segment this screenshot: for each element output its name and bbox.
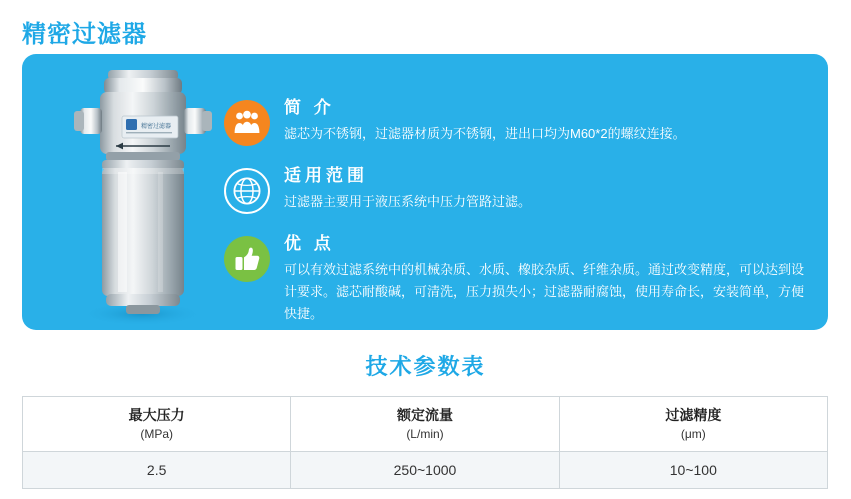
spec-table xyxy=(22,396,828,489)
column-unit: (L/min) xyxy=(406,427,444,441)
feature-list xyxy=(218,98,814,337)
feature-item-intro xyxy=(218,98,814,154)
feature-heading: 适用范围 xyxy=(284,166,368,185)
column-name: 额定流量 xyxy=(396,407,453,423)
column-unit: (μm) xyxy=(680,427,706,441)
feature-heading: 简 介 xyxy=(284,98,335,117)
table-row xyxy=(23,452,828,489)
column-name: 过滤精度 xyxy=(665,407,722,423)
feature-heading: 优 点 xyxy=(284,234,335,253)
feature-text: 过滤器主要用于液压系统中压力管路过滤。 xyxy=(284,194,532,209)
feature-panel xyxy=(22,54,828,330)
table-cell-rated-flow: 250~1000 xyxy=(291,452,559,489)
table-header-cell xyxy=(559,397,827,452)
people-group-icon xyxy=(224,100,270,146)
feature-item-merits xyxy=(218,234,814,325)
table-cell-filtration-accuracy: 10~100 xyxy=(559,452,827,489)
thumbs-up-icon xyxy=(224,236,270,282)
feature-item-scope xyxy=(218,166,814,222)
spec-section-title: 技术参数表 xyxy=(365,354,486,379)
feature-text: 可以有效过滤系统中的机械杂质、水质、橡胶杂质、纤维杂质。通过改变精度，可以达到设计要求。滤芯耐酸碱，可清洗，压力损失小；过滤器耐腐蚀，使用寿命长，安装简单，方便快捷。 xyxy=(284,262,805,321)
product-photo xyxy=(50,56,230,328)
table-header-row xyxy=(23,397,828,452)
filter-housing-illustration xyxy=(50,56,230,328)
column-unit: (MPa) xyxy=(140,427,173,441)
feature-text: 滤芯为不锈钢，过滤器材质为不锈钢，进出口均为M60*2的螺纹连接。 xyxy=(284,126,686,141)
table-cell-max-pressure: 2.5 xyxy=(23,452,291,489)
table-header-cell xyxy=(291,397,559,452)
column-name: 最大压力 xyxy=(128,407,185,423)
table-header-cell xyxy=(23,397,291,452)
page-title: 精密过滤器 xyxy=(22,21,147,48)
svg-text:精密过滤器: 精密过滤器 xyxy=(141,123,172,130)
globe-icon xyxy=(224,168,270,214)
